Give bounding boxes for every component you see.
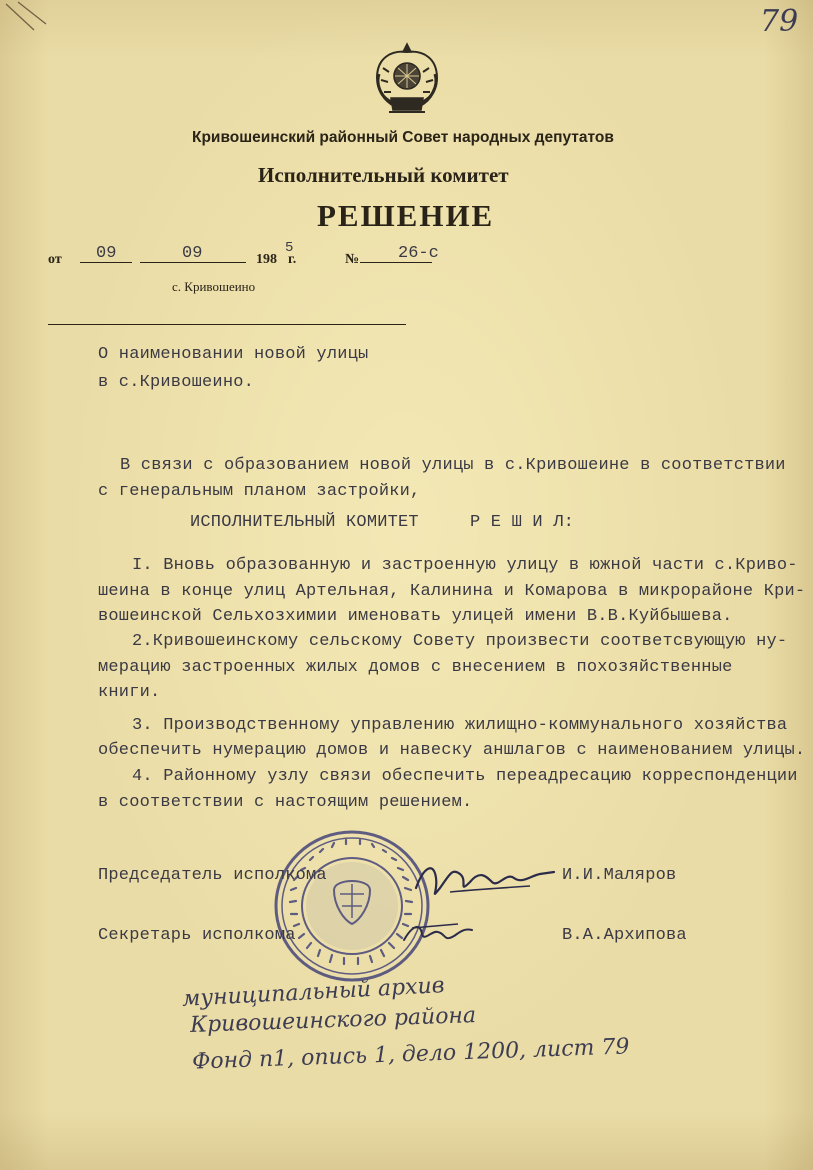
header-rule (48, 324, 406, 325)
p3-line-1: 3. Производственному управлению жилищно-коммунального хозяйства (132, 716, 788, 735)
intro-line-1: В связи с образованием новой улицы в с.Кривошеине в соответствии (120, 456, 786, 475)
committee-title: Исполнительный комитет (258, 163, 509, 187)
date-month: 09 (182, 244, 203, 263)
date-year-prefix: 198 (256, 252, 277, 267)
archive-note-line-2: Кривошеинского района (189, 1003, 477, 1038)
emblem-icon (365, 38, 449, 118)
p1-line-1: I. Вновь образованную и застроенную улицу в южной части с.Криво- (132, 556, 798, 575)
decision-right: Р Е Ш И Л: (470, 513, 575, 532)
place: с. Кривошеино (172, 279, 256, 294)
council-title: Кривошеинский районный Совет народных депутатов (192, 129, 614, 146)
p1-line-3: вошеинской Сельхозхимии именовать улицей имени В.В.Куйбышева. (98, 607, 733, 626)
date-year-suffix: г. (288, 252, 297, 267)
p2-line-2: мерацию застроенных жилых домов с внесением в похозяйственные (98, 658, 733, 677)
date-year-digit: 5 (285, 240, 294, 256)
subject-line-2: в с.Кривошеино. (98, 373, 255, 392)
decision-left: ИСПОЛНИТЕЛЬНЫЙ КОМИТЕТ (190, 513, 419, 532)
intro-line-2: с генеральным планом застройки, (98, 482, 421, 501)
stamp-seal-icon (272, 828, 432, 984)
archive-note-line-3: Фонд п1, опись 1, дело 1200, лист 79 (191, 1034, 630, 1075)
date-from-label: от (48, 252, 62, 267)
page-number: 79 (760, 4, 799, 39)
p4-line-2: в соответствии с настоящим решением. (98, 793, 473, 812)
date-day: 09 (96, 244, 117, 263)
p2-line-1: 2.Кривошеинскому сельскому Совету произвести соответсвующую ну- (132, 632, 788, 651)
p3-line-2: обеспечить нумерацию домов и навеску аншлагов с наименованием улицы. (98, 741, 806, 760)
doc-number: 26-с (398, 244, 439, 263)
archive-note-line-1: муниципальный архив (181, 973, 446, 1012)
secretary-signature-icon (398, 910, 478, 950)
secretary-label: Секретарь исполкома (98, 926, 296, 945)
p2-line-3: книги. (98, 683, 161, 702)
subject-line-1: О наименовании новой улицы (98, 345, 369, 364)
corner-mark (0, 0, 60, 40)
number-label: № (345, 252, 360, 267)
p1-line-2: шеина в конце улиц Артельная, Калинина и Комарова в микрорайоне Кри- (98, 582, 806, 601)
p4-line-1: 4. Районному узлу связи обеспечить переадресацию корреспонденции (132, 767, 798, 786)
secretary-name: В.А.Архипова (562, 926, 687, 945)
chair-label: Председатель исполкома (98, 866, 327, 885)
chair-name: И.И.Маляров (562, 866, 677, 885)
doc-type-title: РЕШЕНИЕ (317, 198, 495, 233)
chair-signature-icon (410, 848, 560, 908)
